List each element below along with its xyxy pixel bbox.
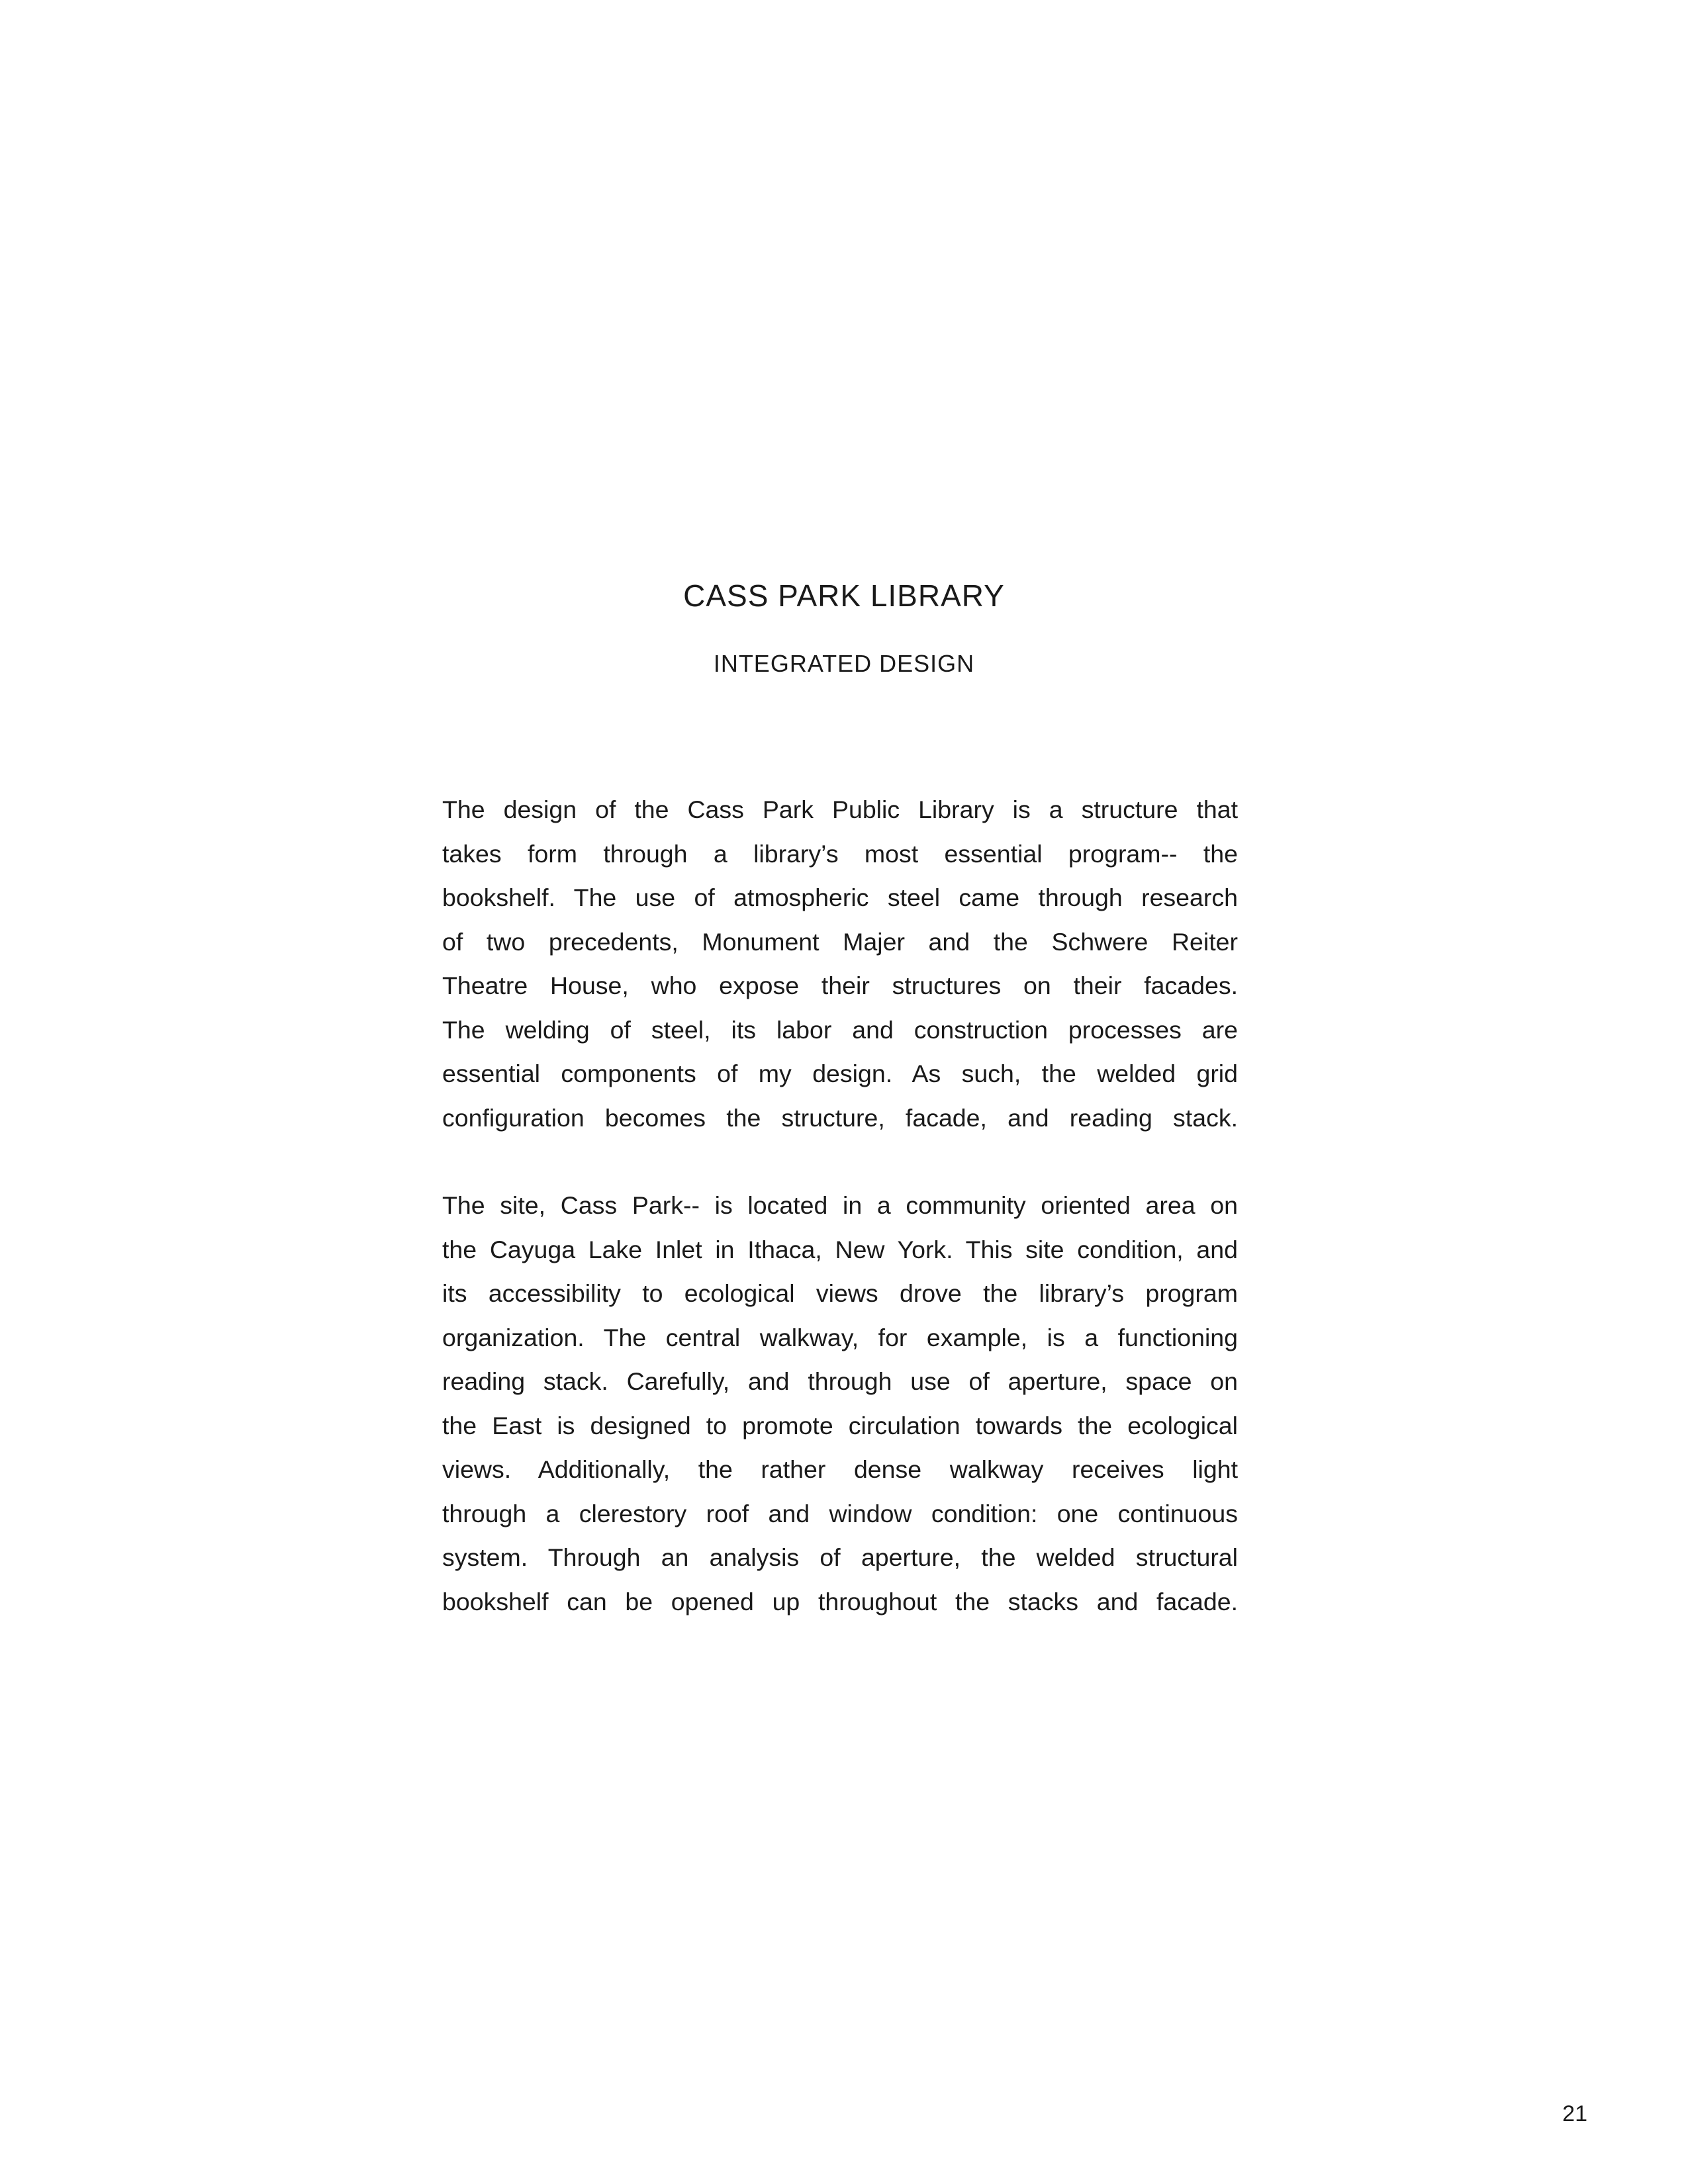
paragraph-line: The welding of steel, its labor and construction processes are: [442, 1015, 1238, 1044]
paragraph-line: the Cayuga Lake Inlet in Ithaca, New York. This site condition, and: [442, 1235, 1238, 1263]
page-subtitle: INTEGRATED DESIGN: [713, 650, 975, 677]
paragraph-line: The design of the Cass Park Public Library is a structure that: [442, 796, 1238, 823]
paragraph-line: reading stack. Carefully, and through use of aperture, space on: [442, 1367, 1238, 1395]
paragraph-line: organization. The central walkway, for example, is a functioning: [442, 1323, 1238, 1351]
paragraph-line: of two precedents, Monument Majer and the Schwere Reiter: [442, 927, 1238, 956]
paragraph-line: bookshelf. The use of atmospheric steel came through research: [442, 884, 1238, 911]
paragraph-line: takes form through a library’s most essential program-- the: [442, 839, 1238, 868]
paragraph-line: through a clerestory roof and window condition: one continuous: [442, 1499, 1238, 1527]
paragraph-design: [442, 788, 1238, 1140]
paragraph-line: configuration becomes the structure, facade, and reading stack.: [442, 1103, 1238, 1132]
page-number: 21: [1562, 2101, 1587, 2126]
paragraph-line: its accessibility to ecological views drove the library’s program: [442, 1279, 1238, 1307]
paragraph-line: The site, Cass Park-- is located in a community oriented area on: [442, 1191, 1238, 1219]
paragraph-site: [442, 1183, 1238, 1623]
paragraph-line: system. Through an analysis of aperture, the welded structural: [442, 1543, 1238, 1571]
page-title: CASS PARK LIBRARY: [683, 578, 1005, 613]
paragraph-line: bookshelf can be opened up throughout the stacks and facade.: [442, 1587, 1238, 1615]
paragraph-line: essential components of my design. As such, the welded grid: [442, 1060, 1238, 1087]
paragraph-line: Theatre House, who expose their structures on their facades.: [442, 972, 1238, 999]
paragraph-line: the East is designed to promote circulation towards the ecological: [442, 1411, 1238, 1439]
paragraph-line: views. Additionally, the rather dense walkway receives light: [442, 1455, 1238, 1483]
